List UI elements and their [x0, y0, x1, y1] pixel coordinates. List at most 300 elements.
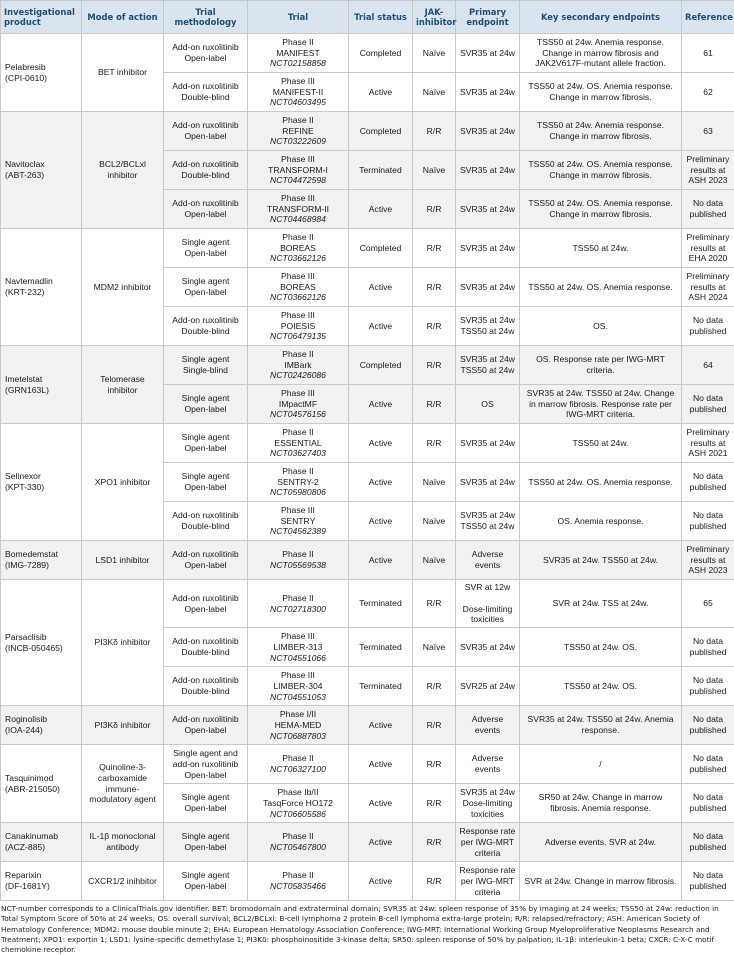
methodology-cell — [164, 667, 248, 706]
methodology-blinding: Open-label — [184, 560, 226, 570]
trial-status-cell: Active — [349, 385, 413, 424]
trial-phase: Phase I/II — [280, 709, 316, 719]
reference-cell: No data published — [682, 706, 734, 745]
primary-endpoint-cell: SVR35 at 24w — [456, 112, 520, 151]
trial-nct-id: NCT04472598 — [270, 175, 326, 185]
methodology-line: Single agent — [182, 237, 230, 247]
reference-cell: Preliminary results at ASH 2023 — [682, 541, 734, 580]
secondary-endpoints-cell: SVR at 24w. TSS at 24w. — [520, 580, 682, 628]
methodology-blinding: Double-blind — [181, 686, 229, 696]
trial-status-cell: Active — [349, 823, 413, 862]
trial-phase: Phase II — [282, 549, 314, 559]
header-reference: Reference — [682, 1, 734, 34]
trial-nct-id: NCT04551066 — [270, 653, 326, 663]
product-group — [1, 823, 734, 862]
secondary-endpoints-cell: TSS50 at 24w. Anemia response. Change in marrow fibrosis and JAK2V617F-mutant allele fraction. — [520, 34, 682, 73]
methodology-blinding: Open-label — [184, 881, 226, 891]
reference-cell: 62 — [682, 73, 734, 112]
trial-name: BOREAS — [280, 282, 316, 292]
reference-cell: No data published — [682, 823, 734, 862]
mode-of-action-cell: IL-1β monoclonal antibody — [82, 823, 164, 862]
methodology-cell — [164, 346, 248, 385]
trial-phase: Phase II — [282, 349, 314, 359]
reference-cell: No data published — [682, 463, 734, 502]
jak-inhibitor-cell: R/R — [413, 307, 456, 346]
primary-endpoint-cell: SVR35 at 24w — [456, 229, 520, 268]
methodology-blinding: Double-blind — [181, 647, 229, 657]
methodology-line: Single agent and add-on ruxolitinib — [173, 748, 238, 769]
methodology-line: Add-on ruxolitinib — [172, 198, 238, 208]
trial-cell — [248, 424, 349, 463]
trial-cell — [248, 229, 349, 268]
trial-cell — [248, 385, 349, 424]
jak-inhibitor-cell: R/R — [413, 784, 456, 823]
primary-endpoint-cell: SVR35 at 24w — [456, 424, 520, 463]
methodology-line: Add-on ruxolitinib — [172, 81, 238, 91]
jak-inhibitor-cell: Naïve — [413, 73, 456, 112]
table-row — [1, 229, 734, 268]
mode-of-action-cell: PI3Kδ inhibitor — [82, 580, 164, 706]
trial-name: TRANSFORM-I — [268, 165, 328, 175]
mode-of-action-cell: Telomerase inhibitor — [82, 346, 164, 424]
methodology-line: Add-on ruxolitinib — [172, 549, 238, 559]
trial-name: POIESIS — [281, 321, 315, 331]
jak-inhibitor-cell: R/R — [413, 268, 456, 307]
header-primary: Primary endpoint — [456, 1, 520, 34]
header-secondary: Key secondary endpoints — [520, 1, 682, 34]
trial-status-cell: Completed — [349, 112, 413, 151]
trial-cell — [248, 745, 349, 784]
product-cell: Navitoclax (ABT-263) — [1, 112, 82, 229]
table-row — [1, 706, 734, 745]
product-group — [1, 706, 734, 745]
trial-cell — [248, 502, 349, 541]
methodology-line: Add-on ruxolitinib — [172, 42, 238, 52]
jak-inhibitor-cell: Naïve — [413, 463, 456, 502]
trial-nct-id: NCT02426086 — [270, 370, 326, 380]
methodology-line: Single agent — [182, 276, 230, 286]
trial-phase: Phase III — [281, 670, 315, 680]
trial-nct-id: NCT04551053 — [270, 692, 326, 702]
primary-endpoint-cell: Response rate per IWG-MRT criteria — [456, 862, 520, 901]
methodology-cell — [164, 229, 248, 268]
mode-of-action-cell: PI3Kδ inhibitor — [82, 706, 164, 745]
primary-endpoint-cell: SVR35 at 24w TSS50 at 24w — [456, 346, 520, 385]
jak-inhibitor-cell: R/R — [413, 580, 456, 628]
trial-cell — [248, 307, 349, 346]
trial-cell — [248, 628, 349, 667]
trial-phase: Phase III — [281, 154, 315, 164]
primary-endpoint-cell: Response rate per IWG-MRT criteria — [456, 823, 520, 862]
methodology-cell — [164, 385, 248, 424]
secondary-endpoints-cell: TSS50 at 24w. OS. Anemia response. Change in marrow fibrosis. — [520, 151, 682, 190]
methodology-line: Single agent — [182, 354, 230, 364]
secondary-endpoints-cell: OS. — [520, 307, 682, 346]
secondary-endpoints-cell: SR50 at 24w. Change in marrow fibrosis. Anemia response. — [520, 784, 682, 823]
trial-cell — [248, 541, 349, 580]
methodology-cell — [164, 706, 248, 745]
product-group — [1, 541, 734, 580]
trial-cell — [248, 580, 349, 628]
trial-status-cell: Active — [349, 424, 413, 463]
table-row — [1, 745, 734, 784]
header-jak: JAK-inhibitor — [413, 1, 456, 34]
primary-endpoint-cell: OS — [456, 385, 520, 424]
primary-endpoint-cell: SVR35 at 24w — [456, 151, 520, 190]
methodology-cell — [164, 34, 248, 73]
reference-cell: Preliminary results at EHA 2020 — [682, 229, 734, 268]
methodology-blinding: Double-blind — [181, 170, 229, 180]
methodology-blinding: Open-label — [184, 209, 226, 219]
trial-nct-id: NCT04576156 — [270, 409, 326, 419]
mode-of-action-cell: MDM2 inhibitor — [82, 229, 164, 346]
secondary-endpoints-cell: Adverse events. SVR at 24w. — [520, 823, 682, 862]
methodology-blinding: Open-label — [184, 53, 226, 63]
methodology-line: Add-on ruxolitinib — [172, 159, 238, 169]
header-method: Trial methodology — [164, 1, 248, 34]
jak-inhibitor-cell: R/R — [413, 862, 456, 901]
product-group — [1, 346, 734, 424]
trial-cell — [248, 346, 349, 385]
trial-nct-id: NCT03222609 — [270, 136, 326, 146]
trial-status-cell: Active — [349, 862, 413, 901]
mode-of-action-cell: XPO1 inhibitor — [82, 424, 164, 541]
secondary-endpoints-cell: SVR35 at 24w. TSS50 at 24w. Change in marrow fibrosis. Response rate per IWG-MRT criteria. — [520, 385, 682, 424]
trial-nct-id: NCT03662126 — [270, 253, 326, 263]
trial-name: BOREAS — [280, 243, 316, 253]
trial-status-cell: Active — [349, 706, 413, 745]
jak-inhibitor-cell: R/R — [413, 346, 456, 385]
jak-inhibitor-cell: R/R — [413, 823, 456, 862]
methodology-cell — [164, 190, 248, 229]
methodology-line: Add-on ruxolitinib — [172, 636, 238, 646]
mode-of-action-cell: LSD1 inhibitor — [82, 541, 164, 580]
trial-nct-id: NCT06327100 — [270, 764, 326, 774]
mode-of-action-cell: Quinoline-3-carboxamide immune-modulatory agent — [82, 745, 164, 823]
trial-phase: Phase II — [282, 753, 314, 763]
trial-nct-id: NCT05835466 — [270, 881, 326, 891]
methodology-blinding: Open-label — [184, 248, 226, 258]
secondary-endpoints-cell: SVR at 24w. Change in marrow fibrosis. — [520, 862, 682, 901]
primary-endpoint-cell: Adverse events — [456, 745, 520, 784]
methodology-cell — [164, 424, 248, 463]
trial-name: ESSENTIAL — [274, 438, 321, 448]
jak-inhibitor-cell: Naïve — [413, 151, 456, 190]
reference-cell: Preliminary results at ASH 2024 — [682, 268, 734, 307]
trial-cell — [248, 784, 349, 823]
trial-status-cell: Active — [349, 307, 413, 346]
product-cell: Canakinumab (ACZ-885) — [1, 823, 82, 862]
methodology-cell — [164, 502, 248, 541]
product-cell: Reparixin (DF-1681Y) — [1, 862, 82, 901]
methodology-line: Single agent — [182, 393, 230, 403]
product-cell: Bomedemstat (IMG-7289) — [1, 541, 82, 580]
jak-inhibitor-cell: Naïve — [413, 628, 456, 667]
methodology-cell — [164, 541, 248, 580]
primary-endpoint-cell: Adverse events — [456, 706, 520, 745]
trial-status-cell: Active — [349, 745, 413, 784]
jak-inhibitor-cell: R/R — [413, 229, 456, 268]
reference-cell: No data published — [682, 784, 734, 823]
primary-endpoint-cell: Adverse events — [456, 541, 520, 580]
trial-nct-id: NCT02718300 — [270, 604, 326, 614]
methodology-line: Add-on ruxolitinib — [172, 120, 238, 130]
primary-endpoint-cell: SVR at 12w Dose-limiting toxicities — [456, 580, 520, 628]
methodology-blinding: Double-blind — [181, 521, 229, 531]
trial-status-cell: Completed — [349, 346, 413, 385]
methodology-line: Add-on ruxolitinib — [172, 315, 238, 325]
reference-cell: No data published — [682, 862, 734, 901]
methodology-cell — [164, 784, 248, 823]
secondary-endpoints-cell: TSS50 at 24w. Anemia response. Change in marrow fibrosis. — [520, 112, 682, 151]
trial-status-cell: Completed — [349, 34, 413, 73]
primary-endpoint-cell: SVR35 at 24w — [456, 268, 520, 307]
methodology-blinding: Open-label — [184, 770, 226, 780]
trial-status-cell: Terminated — [349, 151, 413, 190]
secondary-endpoints-cell: TSS50 at 24w. — [520, 229, 682, 268]
trial-cell — [248, 73, 349, 112]
trial-cell — [248, 190, 349, 229]
trial-nct-id: NCT05467800 — [270, 842, 326, 852]
secondary-endpoints-cell: TSS50 at 24w. OS. — [520, 628, 682, 667]
table-row — [1, 424, 734, 463]
product-cell: Parsaclisib (INCB-050465) — [1, 580, 82, 706]
trial-phase: Phase II — [282, 232, 314, 242]
trial-name: MANIFEST — [276, 48, 319, 58]
product-cell: Navtemadlin (KRT-232) — [1, 229, 82, 346]
trial-cell — [248, 667, 349, 706]
methodology-line: Single agent — [182, 792, 230, 802]
header-mode: Mode of action — [82, 1, 164, 34]
trial-status-cell: Active — [349, 463, 413, 502]
table-row — [1, 112, 734, 151]
jak-inhibitor-cell: R/R — [413, 706, 456, 745]
trial-nct-id: NCT06605586 — [270, 809, 326, 819]
trial-nct-id: NCT02158858 — [270, 58, 326, 68]
methodology-line: Single agent — [182, 870, 230, 880]
trial-status-cell: Terminated — [349, 628, 413, 667]
jak-inhibitor-cell: Naïve — [413, 541, 456, 580]
methodology-line: Add-on ruxolitinib — [172, 593, 238, 603]
methodology-blinding: Open-label — [184, 131, 226, 141]
trial-phase: Phase III — [281, 76, 315, 86]
trial-name: TasqForce HO172 — [263, 798, 333, 808]
methodology-cell — [164, 745, 248, 784]
reference-cell: No data published — [682, 745, 734, 784]
primary-endpoint-cell: SVR25 at 24w — [456, 667, 520, 706]
secondary-endpoints-cell: / — [520, 745, 682, 784]
trial-name: SENTRY-2 — [277, 477, 319, 487]
trial-phase: Phase III — [281, 388, 315, 398]
trial-phase: Phase III — [281, 631, 315, 641]
reference-cell: 65 — [682, 580, 734, 628]
trial-status-cell: Active — [349, 190, 413, 229]
trial-nct-id: NCT03662126 — [270, 292, 326, 302]
trial-status-cell: Active — [349, 784, 413, 823]
secondary-endpoints-cell: OS. Anemia response. — [520, 502, 682, 541]
methodology-cell — [164, 268, 248, 307]
secondary-endpoints-cell: OS. Response rate per IWG-MRT criteria. — [520, 346, 682, 385]
trial-cell — [248, 706, 349, 745]
trial-status-cell: Active — [349, 73, 413, 112]
footnote: NCT-number corresponds to a ClinicalTrials.gov identifier. BET: bromodomain and extraterminal domain; SVR35 at 24w: spleen response of 35% by imaging at 24 weeks; TSS50 at 24w: reduction in Total Symptom Score of 50% at 24 weeks; OS: overall survival; BCL2/BCLxl: B-cell lymphoma 2 protein B-cell lymphoma extra-large protein; R/R: relapsed/refractory; ASH: American Society of Hematology Conference; MDM2: mouse double minute 2; EHA: European Hematology Association Conference; IWG-MRT: International Working Group Myeloproliferative Neoplasms Research and Treatment; XPO1: exportin 1; LSD1: lysine-specific demethylase 1; PI3Kδ: phosphoinositide 3-kinase delta; SR50: spleen response of 50% by palpation; IL-1β: interleukin-1 beta; CXCR: C-X-C motif chemokine receptor. — [0, 901, 734, 955]
primary-endpoint-cell: SVR35 at 24w — [456, 463, 520, 502]
methodology-blinding: Open-label — [184, 404, 226, 414]
trial-name: REFINE — [282, 126, 314, 136]
methodology-cell — [164, 112, 248, 151]
primary-endpoint-cell: SVR35 at 24w TSS50 at 24w — [456, 502, 520, 541]
trial-name: LIMBER-313 — [273, 642, 322, 652]
product-cell: Selinexor (KPT-330) — [1, 424, 82, 541]
primary-endpoint-cell: SVR35 at 24w — [456, 73, 520, 112]
jak-inhibitor-cell: R/R — [413, 745, 456, 784]
header-row — [1, 1, 734, 34]
trial-status-cell: Active — [349, 502, 413, 541]
reference-cell: 63 — [682, 112, 734, 151]
methodology-line: Add-on ruxolitinib — [172, 714, 238, 724]
reference-cell: Preliminary results at ASH 2023 — [682, 151, 734, 190]
header-trial: Trial — [248, 1, 349, 34]
secondary-endpoints-cell: SVR35 at 24w. TSS50 at 24w. Anemia response. — [520, 706, 682, 745]
methodology-blinding: Open-label — [184, 842, 226, 852]
trial-name: TRANSFORM-II — [267, 204, 329, 214]
methodology-blinding: Open-label — [184, 803, 226, 813]
trial-cell — [248, 862, 349, 901]
product-group — [1, 229, 734, 346]
methodology-cell — [164, 151, 248, 190]
methodology-blinding: Open-label — [184, 443, 226, 453]
methodology-line: Single agent — [182, 471, 230, 481]
primary-endpoint-cell: SVR35 at 24w — [456, 628, 520, 667]
trial-nct-id: NCT05980806 — [270, 487, 326, 497]
secondary-endpoints-cell: SVR35 at 24w. TSS50 at 24w. — [520, 541, 682, 580]
mode-of-action-cell: BET inhibitor — [82, 34, 164, 112]
trial-status-cell: Active — [349, 541, 413, 580]
methodology-blinding: Open-label — [184, 287, 226, 297]
trial-status-cell: Terminated — [349, 580, 413, 628]
jak-inhibitor-cell: R/R — [413, 424, 456, 463]
product-group — [1, 424, 734, 541]
table-row — [1, 541, 734, 580]
product-cell: Pelabresib (CPI-0610) — [1, 34, 82, 112]
methodology-cell — [164, 463, 248, 502]
methodology-cell — [164, 823, 248, 862]
methodology-line: Add-on ruxolitinib — [172, 675, 238, 685]
trial-cell — [248, 34, 349, 73]
methodology-cell — [164, 307, 248, 346]
reference-cell: 61 — [682, 34, 734, 73]
trial-nct-id: NCT06887803 — [270, 731, 326, 741]
methodology-blinding: Open-label — [184, 725, 226, 735]
jak-inhibitor-cell: R/R — [413, 112, 456, 151]
methodology-cell — [164, 73, 248, 112]
secondary-endpoints-cell: TSS50 at 24w. OS. Anemia response. Change in marrow fibrosis. — [520, 190, 682, 229]
trial-nct-id: NCT05569538 — [270, 560, 326, 570]
trial-phase: Phase II — [282, 831, 314, 841]
table-row — [1, 346, 734, 385]
mode-of-action-cell: BCL2/BCLxl inhibitor — [82, 112, 164, 229]
product-group — [1, 580, 734, 706]
secondary-endpoints-cell: TSS50 at 24w. OS. Anemia response. — [520, 463, 682, 502]
product-cell: Imetelstat (GRN163L) — [1, 346, 82, 424]
trial-cell — [248, 268, 349, 307]
primary-endpoint-cell: SVR35 at 24w Dose-limiting toxicities — [456, 784, 520, 823]
trial-nct-id: NCT04603495 — [270, 97, 326, 107]
trial-phase: Phase II — [282, 427, 314, 437]
header-product: Investigational product — [1, 1, 82, 34]
trial-name: IMBark — [284, 360, 311, 370]
methodology-line: Add-on ruxolitinib — [172, 510, 238, 520]
jak-inhibitor-cell: R/R — [413, 190, 456, 229]
trial-status-cell: Completed — [349, 229, 413, 268]
reference-cell: No data published — [682, 502, 734, 541]
trial-cell — [248, 151, 349, 190]
jak-inhibitor-cell: Naïve — [413, 34, 456, 73]
methodology-line: Single agent — [182, 432, 230, 442]
reference-cell: No data published — [682, 628, 734, 667]
trial-name: IMpactMF — [279, 399, 317, 409]
jak-inhibitor-cell: R/R — [413, 667, 456, 706]
jak-inhibitor-cell: R/R — [413, 385, 456, 424]
table-row — [1, 823, 734, 862]
trial-cell — [248, 112, 349, 151]
trial-cell — [248, 463, 349, 502]
trial-name: MANIFEST-II — [273, 87, 324, 97]
table-row — [1, 580, 734, 628]
header-status: Trial status — [349, 1, 413, 34]
primary-endpoint-cell: SVR35 at 24w — [456, 190, 520, 229]
trial-nct-id: NCT04468984 — [270, 214, 326, 224]
trial-phase: Phase III — [281, 505, 315, 515]
reference-cell: No data published — [682, 307, 734, 346]
table-row — [1, 34, 734, 73]
trial-cell — [248, 823, 349, 862]
product-cell: Tasquinimod (ABR-215050) — [1, 745, 82, 823]
product-group — [1, 745, 734, 823]
reference-cell: 64 — [682, 346, 734, 385]
primary-endpoint-cell: SVR35 at 24w TSS50 at 24w — [456, 307, 520, 346]
secondary-endpoints-cell: TSS50 at 24w. — [520, 424, 682, 463]
reference-cell: No data published — [682, 385, 734, 424]
trial-name: LIMBER-304 — [273, 681, 322, 691]
trial-nct-id: NCT06479135 — [270, 331, 326, 341]
methodology-cell — [164, 580, 248, 628]
trial-phase: Phase II — [282, 870, 314, 880]
trial-status-cell: Active — [349, 268, 413, 307]
trial-phase: Phase III — [281, 271, 315, 281]
trial-name: SENTRY — [281, 516, 316, 526]
methodology-blinding: Double-blind — [181, 92, 229, 102]
secondary-endpoints-cell: TSS50 at 24w. OS. Anemia response. — [520, 268, 682, 307]
mode-of-action-cell: CXCR1/2 inihbitor — [82, 862, 164, 901]
trial-status-cell: Terminated — [349, 667, 413, 706]
trial-phase: Phase Ib/II — [277, 787, 318, 797]
reference-cell: Preliminary results at ASH 2021 — [682, 424, 734, 463]
trial-nct-id: NCT03627403 — [270, 448, 326, 458]
methodology-cell — [164, 628, 248, 667]
methodology-cell — [164, 862, 248, 901]
jak-inhibitor-cell: Naïve — [413, 502, 456, 541]
trial-phase: Phase III — [281, 193, 315, 203]
trial-name: HEMA-MED — [275, 720, 322, 730]
methodology-blinding: Open-label — [184, 482, 226, 492]
product-group — [1, 862, 734, 901]
secondary-endpoints-cell: TSS50 at 24w. OS. Anemia response. Change in marrow fibrosis. — [520, 73, 682, 112]
trial-phase: Phase II — [282, 593, 314, 603]
product-group — [1, 34, 734, 112]
product-group — [1, 112, 734, 229]
trial-phase: Phase II — [282, 37, 314, 47]
